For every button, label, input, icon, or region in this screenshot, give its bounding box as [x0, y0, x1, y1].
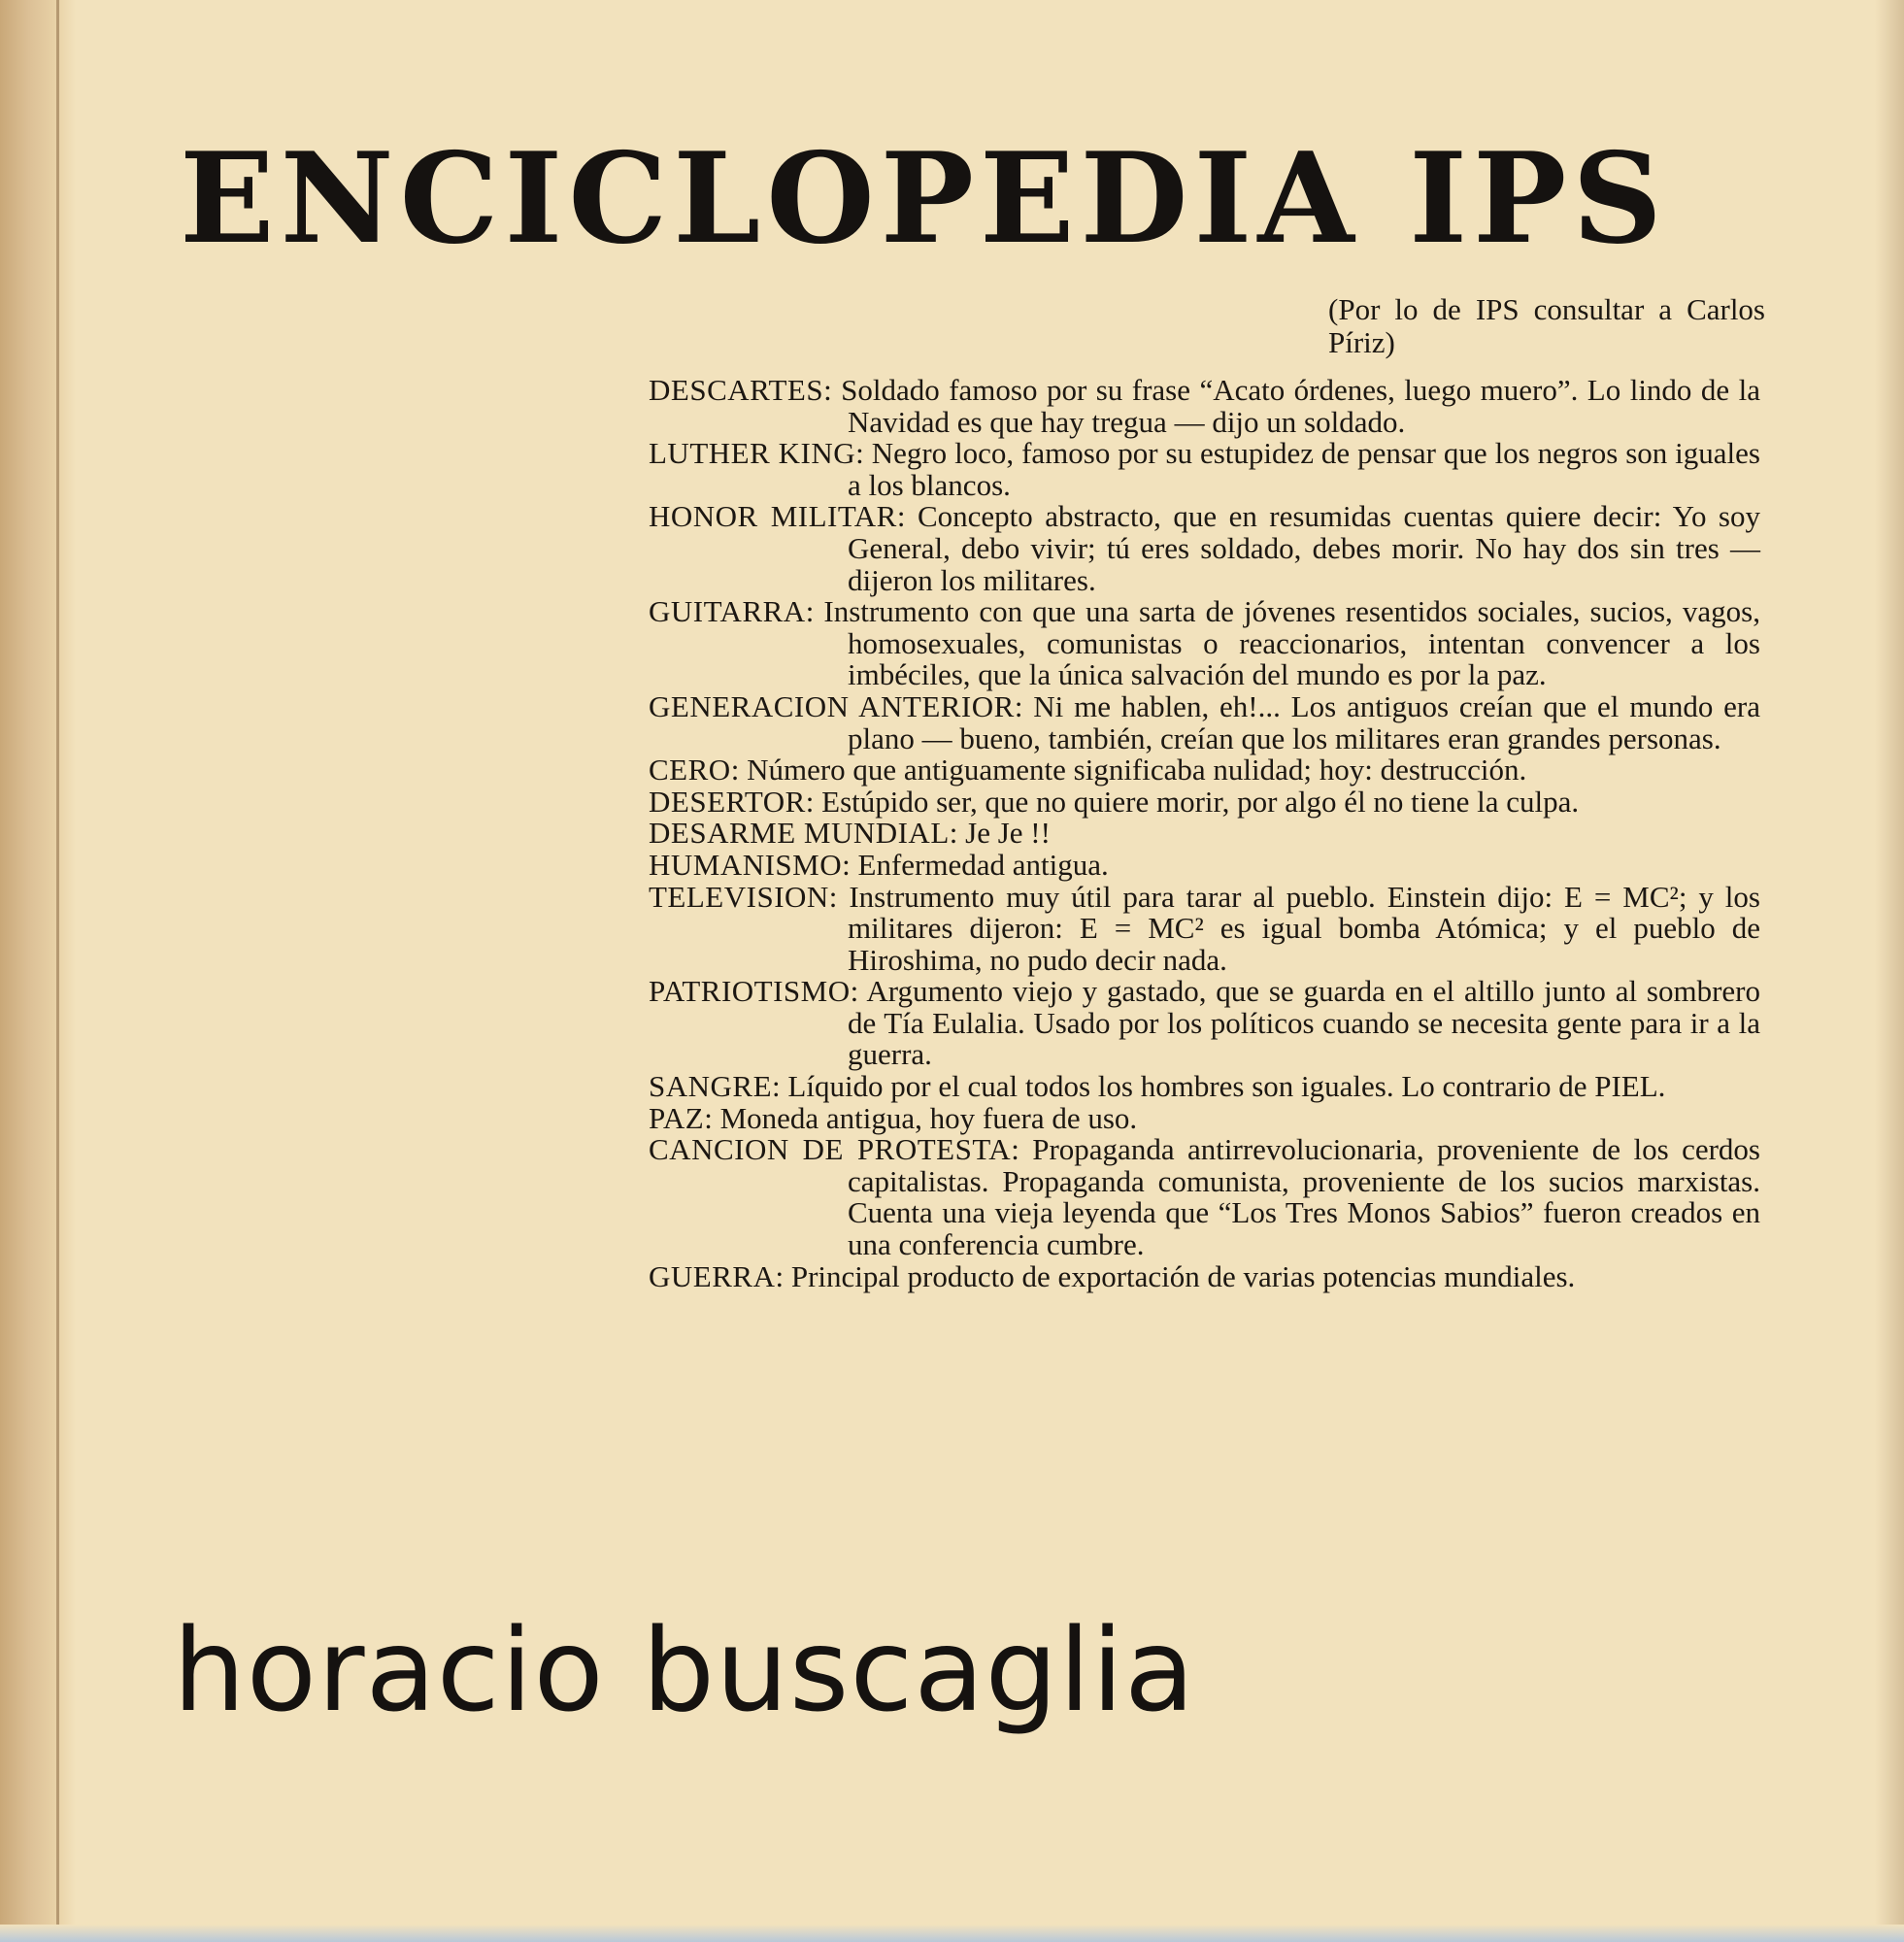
page-bottom-edge — [0, 1925, 1904, 1942]
binding-gutter — [0, 0, 76, 1942]
entry-definition: Líquido por el cual todos los hombres son iguales. Lo contrario de PIEL. — [787, 1069, 1666, 1104]
entry-term: SANGRE — [649, 1069, 773, 1104]
binding-fold-line — [56, 0, 59, 1942]
entry-term: CERO — [649, 753, 731, 787]
entry-definition: Concepto abstracto, que en resumidas cuentas quiere decir: Yo soy General, debo vivir; tú eres soldado, debes morir. No hay dos sin tres — dijeron los militares. — [848, 499, 1760, 597]
entry-definition: Instrumento muy útil para tarar al pueblo. Einstein dijo: E = MC²; y los militares dijeron: E = MC² es igual bomba Atómica; y el pueblo de Hiroshima, no pudo decir nada. — [848, 879, 1760, 977]
entry-definition: Soldado famoso por su frase “Acato órdenes, luego muero”. Lo lindo de la Navidad es que hay tregua — dijo un soldado. — [841, 373, 1760, 439]
glossary-entry: HONOR MILITAR: Concepto abstracto, que en resumidas cuentas quiere decir: Yo soy General, debo vivir; tú eres soldado, debes morir. No hay dos sin tres — dijeron los militares. — [649, 499, 1760, 597]
entry-definition: Moneda antigua, hoy fuera de uso. — [719, 1100, 1138, 1135]
entry-definition: Negro loco, famoso por su estupidez de pensar que los negros son iguales a los blancos. — [848, 436, 1760, 502]
glossary-entry: PATRIOTISMO: Argumento viejo y gastado, que se guarda en el altillo junto al sombrero de Tía Eulalia. Usado por los políticos cuando se necesita gente para ir a la guerra. — [649, 974, 1761, 1072]
entry-definition: Enfermedad antigua. — [857, 847, 1109, 882]
title-note: (Por lo de IPS consultar a Carlos Píriz) — [1328, 292, 1765, 359]
entry-term: PATRIOTISMO — [649, 974, 851, 1009]
glossary-entry: LUTHER KING: Negro loco, famoso por su estupidez de pensar que los negros son iguales a los blancos. — [649, 436, 1760, 502]
entry-definition: Principal producto de exportación de varias potencias mundiales. — [790, 1258, 1576, 1293]
entry-term: GUERRA — [649, 1258, 776, 1293]
entry-term: DESARME MUNDIAL — [649, 816, 950, 851]
glossary-entry: PAZ: Moneda antigua, hoy fuera de uso. — [649, 1100, 1138, 1135]
glossary-entry: GUITARRA: Instrumento con que una sarta de jóvenes resentidos sociales, sucios, vagos, homosexuales, comunistas o reaccionarios, intentan convencer a los imbéciles, que la única salvación del mundo es por la paz. — [649, 594, 1760, 692]
entry-definition: Propaganda antirrevolucionaria, proveniente de los cerdos capitalistas. Propaganda comunista, proveniente de los sucios marxistas. Cuenta una vieja leyenda que “Los Tres Monos Sabios” fueron creados en una conferencia cumbre. — [848, 1132, 1760, 1262]
entry-term: TELEVISION — [649, 879, 829, 914]
glossary-entry: DESCARTES: Soldado famoso por su frase “Acato órdenes, luego muero”. Lo lindo de la Navidad es que hay tregua — dijo un soldado. — [649, 373, 1760, 439]
entry-term: GUITARRA — [649, 594, 806, 629]
entry-term: HUMANISMO — [649, 847, 843, 882]
glossary-entry: GENERACION ANTERIOR: Ni me hablen, eh!... Los antiguos creían que el mundo era plano — bueno, también, creían que los militares eran grandes personas. — [649, 688, 1760, 755]
entry-term: GENERACION ANTERIOR — [649, 688, 1015, 723]
glossary-entry: CERO: Número que antiguamente significaba nulidad; hoy: destrucción. — [649, 753, 1527, 787]
glossary-entry: TELEVISION: Instrumento muy útil para tarar al pueblo. Einstein dijo: E = MC²; y los militares dijeron: E = MC² es igual bomba Atómica; y el pueblo de Hiroshima, no pudo decir nada. — [649, 879, 1760, 977]
entry-term: PAZ — [649, 1100, 705, 1135]
entry-definition: Instrumento con que una sarta de jóvenes resentidos sociales, sucios, vagos, homosexuales, comunistas o reaccionarios, intentan convencer a los imbéciles, que la única salvación del mundo es por la paz. — [823, 594, 1760, 692]
glossary-entry: GUERRA: Principal producto de exportación de varias potencias mundiales. — [649, 1258, 1576, 1293]
entry-definition: Je Je !! — [965, 816, 1051, 851]
glossary-entries — [649, 375, 1760, 1292]
entry-definition: Estúpido ser, que no quiere morir, por algo él no tiene la culpa. — [821, 784, 1580, 819]
glossary-entry: DESARME MUNDIAL: Je Je !! — [649, 816, 1051, 851]
glossary-entry: CANCION DE PROTESTA: Propaganda antirrevolucionaria, proveniente de los cerdos capitalistas. Propaganda comunista, proveniente de los sucios marxistas. Cuenta una vieja leyenda que “Los Tres Monos Sabios” fueron creados en una conferencia cumbre. — [649, 1132, 1760, 1262]
glossary-entry: SANGRE: Líquido por el cual todos los hombres son iguales. Lo contrario de PIEL. — [649, 1069, 1666, 1104]
entry-definition: Ni me hablen, eh!... Los antiguos creían que el mundo era plano — bueno, también, creían que los militares eran grandes personas. — [848, 688, 1760, 755]
entry-term: CANCION DE PROTESTA — [649, 1132, 1012, 1167]
page-title: ENCICLOPEDIA IPS — [180, 126, 1668, 272]
glossary-entry: HUMANISMO: Enfermedad antigua. — [649, 847, 1109, 882]
entry-term: DESCARTES — [649, 373, 824, 407]
glossary-entry: DESERTOR: Estúpido ser, que no quiere morir, por algo él no tiene la culpa. — [649, 784, 1580, 819]
entry-definition: Argumento viejo y gastado, que se guarda en el altillo junto al sombrero de Tía Eulalia. Usado por los políticos cuando se necesita gente para ir a la guerra. — [848, 974, 1761, 1072]
entry-term: HONOR MILITAR — [649, 499, 897, 534]
page-right-edge — [1875, 0, 1904, 1942]
entry-term: DESERTOR — [649, 784, 806, 819]
author-name: horacio buscaglia — [173, 1603, 1196, 1737]
entry-term: LUTHER KING — [649, 436, 856, 471]
entry-definition: Número que antiguamente significaba nulidad; hoy: destrucción. — [747, 753, 1527, 787]
